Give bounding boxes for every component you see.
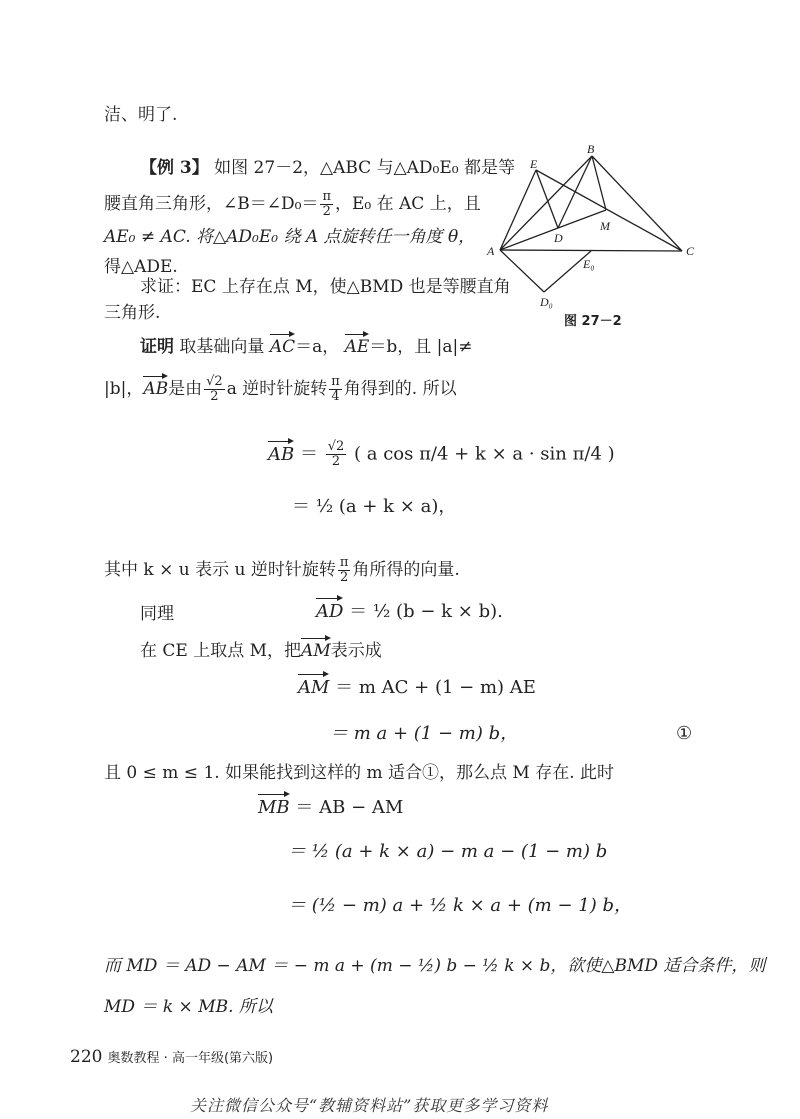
example-line-1 bbox=[140, 157, 515, 179]
example-text-2b: ，E₀ 在 AC 上，且 bbox=[334, 194, 481, 214]
formula-MB-rhs: ＝ AB − AM bbox=[295, 797, 404, 818]
label-C: C bbox=[686, 244, 695, 258]
figure-27-2 bbox=[482, 140, 702, 340]
label-D: D bbox=[554, 231, 563, 245]
fraction-pi-over-4: $\frac{\pi}{4}$ bbox=[331, 374, 340, 404]
label-A: A bbox=[487, 244, 495, 258]
take-m-text: 在 CE 上取点 M，把 bbox=[140, 641, 302, 661]
proof-text-2c: a 逆时针旋转 bbox=[226, 379, 328, 399]
vector-AD: AD bbox=[316, 601, 344, 622]
md-line-1: 而 MD ＝ AD − AM ＝ − m a + (m − ½) b − ½ k × b，欲使△BMD 适合条件，则 bbox=[104, 956, 766, 976]
proof-eq-b: ＝b，且 |a|≠ bbox=[369, 337, 473, 357]
md-line-2: MD ＝ k × MB. 所以 bbox=[104, 997, 273, 1017]
vector-AE: AE bbox=[344, 337, 370, 357]
take-m-line bbox=[140, 640, 382, 662]
label-B: B bbox=[587, 142, 595, 156]
example-line-3: AE₀ ≠ AC. 将△AD₀E₀ 绕 A 点旋转任一角度 θ， bbox=[104, 227, 476, 247]
vector-AM-2: AM bbox=[298, 677, 330, 698]
example-text-2a: 腰直角三角形，∠B＝∠D₀＝ bbox=[104, 194, 319, 214]
page-number: 220 bbox=[70, 1047, 103, 1067]
formula-AM-2: ＝ m a + (1 − m) b， bbox=[330, 723, 519, 744]
paragraph-tail: 洁、明了. bbox=[104, 105, 178, 125]
proof-line-1 bbox=[140, 336, 472, 358]
claim-line-2: 三角形. bbox=[104, 303, 161, 323]
example-label: 【例 3】 bbox=[140, 158, 209, 178]
watermark-text: 关注微信公众号“教辅资料站”获取更多学习资料 bbox=[190, 1096, 549, 1115]
equation-number-1: ① bbox=[676, 723, 693, 744]
note-line bbox=[104, 556, 460, 585]
segment-AD0 bbox=[500, 250, 544, 292]
fraction-pi-over-2-b: $\frac{\pi}{2}$ bbox=[339, 555, 349, 585]
example-line-4: 得△ADE. bbox=[104, 257, 178, 277]
segment-AC bbox=[500, 250, 682, 251]
formula-AD bbox=[316, 600, 503, 624]
formula-AB-simplified: ＝ ½ (a + k × a)， bbox=[292, 496, 457, 517]
condition-line: 且 0 ≤ m ≤ 1. 如果能找到这样的 m 适合①，那么点 M 存在. 此时 bbox=[104, 763, 615, 783]
proof-text-1: 取基础向量 bbox=[179, 337, 265, 357]
vector-AB: AB bbox=[143, 379, 169, 399]
example-line-2 bbox=[104, 190, 481, 219]
claim-line-1: 求证：EC 上存在点 M，使△BMD 也是等腰直角 bbox=[140, 277, 511, 297]
fraction-sqrt2-over-2: $\frac{√2}{2}$ bbox=[206, 374, 223, 404]
formula-AM-rhs: ＝ m AC + (1 − m) AE bbox=[335, 677, 536, 698]
similarly-label: 同理 bbox=[140, 604, 174, 624]
proof-text-2b: 是由 bbox=[168, 379, 203, 399]
proof-eq-a: ＝a， bbox=[295, 337, 340, 357]
vector-AM: AM bbox=[301, 641, 331, 661]
fraction-pi-over-2: $\frac{\pi}{2}$ bbox=[322, 189, 331, 219]
note-text-a: 其中 k × u 表示 u 逆时针旋转 bbox=[104, 560, 336, 580]
label-E0: E₀ bbox=[583, 257, 595, 271]
proof-line-2 bbox=[104, 375, 457, 404]
proof-label: 证明 bbox=[140, 337, 174, 357]
label-D0: D₀ bbox=[540, 295, 553, 309]
example-text-1: 如图 27－2，△ABC 与△AD₀E₀ 都是等 bbox=[214, 158, 516, 178]
formula-MB bbox=[258, 796, 403, 820]
formula-MB-2: ＝ ½ (a + k × a) − m a − (1 − m) b bbox=[288, 841, 608, 862]
segment-ED bbox=[536, 170, 558, 228]
footer bbox=[70, 1047, 273, 1067]
figure-caption: 图 27－2 bbox=[564, 314, 622, 329]
book-title: 奥数教程 · 高一年级(第六版) bbox=[107, 1051, 274, 1066]
vector-MB: MB bbox=[258, 797, 290, 818]
formula-AB: AB ＝ $\frac{√2}{2}$ ( a cos π/4 + k × a · sin π/4 ) bbox=[268, 439, 615, 469]
label-M: M bbox=[600, 219, 610, 233]
formula-AB-rhs: ( a cos π/4 + k × a · sin π/4 ) bbox=[354, 443, 615, 465]
fraction-sqrt2-over-2-b: $\frac{√2}{2}$ bbox=[327, 439, 345, 469]
note-text-b: 角所得的向量. bbox=[352, 560, 460, 580]
take-m-text-b: 表示成 bbox=[330, 641, 382, 661]
proof-text-2d: 角得到的. 所以 bbox=[343, 379, 457, 399]
formula-MB-3: ＝ (½ − m) a + ½ k × a + (m − 1) b， bbox=[288, 895, 632, 916]
vector-AB-2: AB bbox=[268, 443, 295, 465]
segment-AB bbox=[500, 156, 592, 250]
proof-text-2a: |b|， bbox=[104, 379, 144, 399]
vector-AC: AC bbox=[269, 337, 296, 357]
formula-AD-rhs: ＝ ½ (b − k × b). bbox=[349, 601, 503, 622]
segment-BC bbox=[592, 156, 682, 251]
label-E: E bbox=[530, 157, 538, 171]
formula-AM bbox=[298, 676, 536, 700]
